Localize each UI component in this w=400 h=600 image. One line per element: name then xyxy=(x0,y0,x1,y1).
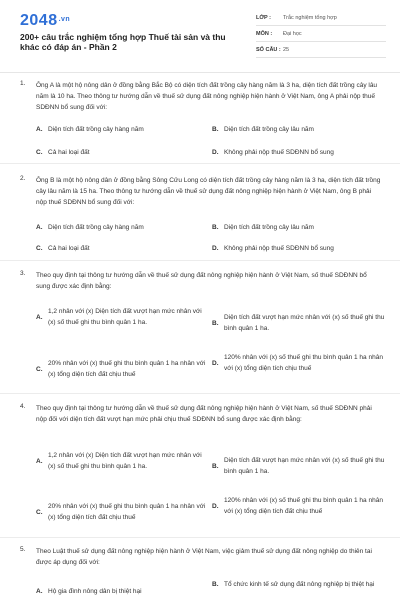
option-b[interactable] xyxy=(212,579,388,590)
question-number: 3. xyxy=(20,270,26,277)
meta-key: SỐ CÂU : xyxy=(256,46,281,53)
option-c[interactable] xyxy=(36,501,212,523)
option-text: 1,2 nhân với (x) Diện tích đất vượt hạn mức nhân với (x) số thuế ghi thu bình quân 1 ha. xyxy=(48,452,202,470)
option-a[interactable] xyxy=(36,124,144,135)
question-separator xyxy=(0,393,400,394)
option-c[interactable] xyxy=(36,147,90,158)
option-d[interactable] xyxy=(212,352,388,374)
option-a[interactable] xyxy=(36,586,212,597)
option-text: Không phải nộp thuế SDĐNN bổ sung xyxy=(224,149,334,156)
option-text: Không phải nộp thuế SDĐNN bổ sung xyxy=(224,245,334,252)
option-a[interactable] xyxy=(36,306,212,328)
site-logo[interactable] xyxy=(20,12,70,30)
question-text: Theo quy định tại thông tư hướng dẫn về thuế sử dụng đất nông nghiệp hiện hành ở Việt Nam, số thuế SDĐNN phải nộp đối với diện tích đất vượt hạn mức phải chịu thuế SDĐNN bổ sung được xác định bằng: xyxy=(36,405,372,423)
option-letter: D. xyxy=(212,149,219,156)
question-text: Ông B là một hộ nông dân ở đồng bằng Sông Cửu Long có diện tích đất trồng cây hàng năm là 3 ha, diện tích đất trồng cây lâu năm là 15 ha. Theo thông tư hướng dẫn về thuế sử dụng đất nông nghiệp hiện hành ở Việt Nam, ông B phải nộp thuế SDĐNN bổ sung đối với: xyxy=(36,177,381,206)
option-a[interactable] xyxy=(36,222,144,233)
option-b[interactable] xyxy=(212,222,314,233)
option-text: Cả hai loại đất xyxy=(48,245,90,252)
meta-value: Đại học xyxy=(283,30,302,37)
option-d[interactable] xyxy=(212,147,334,158)
option-letter: A. xyxy=(36,457,43,465)
option-b[interactable] xyxy=(212,124,314,135)
document-header xyxy=(0,0,400,60)
option-letter: B. xyxy=(212,581,219,588)
document-title: 200+ câu trắc nghiệm tổng hợp Thuế tài sản và thu khác có đáp án - Phần 2 xyxy=(20,32,226,52)
option-letter: A. xyxy=(36,588,43,595)
meta-value: 25 xyxy=(283,46,290,53)
question-number: 5. xyxy=(20,546,26,553)
option-text: 120% nhân với (x) số thuế ghi thu bình quân 1 ha nhân với (x) tổng diện tích chịu thuế xyxy=(224,354,383,372)
meta-row-subject xyxy=(256,26,386,42)
option-letter: A. xyxy=(36,126,43,133)
option-letter: B. xyxy=(212,224,219,231)
option-text: 20% nhân với (x) thuế ghi thu bình quân 1 ha nhân với (x) tổng diện tích đất chịu thuế xyxy=(48,360,206,378)
meta-row-count xyxy=(256,42,386,58)
meta-key: LỚP : xyxy=(256,14,271,21)
logo-suffix: .vn xyxy=(58,16,71,23)
option-letter: C. xyxy=(36,149,43,156)
question-number: 2. xyxy=(20,175,26,182)
question-number: 1. xyxy=(20,80,26,87)
option-text: Diện tích đất trồng cây lâu năm xyxy=(224,224,314,231)
option-letter: C. xyxy=(36,365,43,373)
option-text: 20% nhân với (x) thuế ghi thu bình quân 1 ha nhân với (x) tổng diện tích đất chịu thuế xyxy=(48,503,206,521)
option-c[interactable] xyxy=(36,358,212,380)
logo-main: 2048 xyxy=(20,12,58,29)
meta-value: Trắc nghiệm tổng hợp xyxy=(283,14,337,21)
option-text: Cả hai loại đất xyxy=(48,149,90,156)
option-a[interactable] xyxy=(36,450,212,472)
option-letter: C. xyxy=(36,508,43,516)
question-number: 4. xyxy=(20,403,26,410)
question-separator xyxy=(0,537,400,538)
option-letter: D. xyxy=(212,245,219,252)
option-letter: B. xyxy=(212,126,219,133)
header-divider xyxy=(0,72,400,73)
option-text: 1,2 nhân với (x) Diện tích đất vượt hạn mức nhân với (x) số thuế ghi thu bình quân 1 ha. xyxy=(48,308,202,326)
option-text: Diện tích đất trồng cây lâu năm xyxy=(224,126,314,133)
question-separator xyxy=(0,260,400,261)
meta-row-class xyxy=(256,10,386,26)
question-separator xyxy=(0,163,400,164)
question-text: Theo Luật thuế sử dụng đất nông nghiệp hiện hành ở Việt Nam, việc giảm thuế sử dụng đất nông nghiệp do thiên tai được áp dụng đối với: xyxy=(36,548,372,566)
option-d[interactable] xyxy=(212,495,388,517)
option-letter: B. xyxy=(212,319,219,327)
meta-key: MÔN : xyxy=(256,30,273,37)
option-text: Diện tích đất vượt hạn mức nhân với (x) số thuế ghi thu bình quân 1 ha. xyxy=(224,314,385,332)
option-b[interactable] xyxy=(212,312,388,334)
document-meta xyxy=(256,10,386,58)
option-text: Diện tích đất trồng cây hàng năm xyxy=(48,126,144,133)
question-text: Ông A là một hộ nông dân ở đồng bằng Bắc Bộ có diện tích đất trồng cây hàng năm là 3 ha, diện tích đất trồng cây lâu năm là 10 ha. Theo thông tư hướng dẫn về thuế sử dụng đất nông nghiệp hiện hành ở Việt Nam, ông A phải nộp thuế SDĐNN bổ sung đối với: xyxy=(36,82,378,111)
option-letter: C. xyxy=(36,245,43,252)
question-text: Theo quy định tại thông tư hướng dẫn về thuế sử dụng đất nông nghiệp hiện hành ở Việt Nam, số thuế SDĐNN bổ sung được xác định bằng: xyxy=(36,272,367,290)
option-text: Diện tích đất vượt hạn mức nhân với (x) số thuế ghi thu bình quân 1 ha. xyxy=(224,457,385,475)
option-d[interactable] xyxy=(212,243,334,254)
option-letter: D. xyxy=(212,502,219,510)
option-text: Tổ chức kinh tế sử dụng đất nông nghiệp bị thiệt hại xyxy=(224,581,375,588)
option-letter: A. xyxy=(36,224,43,231)
option-letter: D. xyxy=(212,359,219,367)
option-b[interactable] xyxy=(212,455,388,477)
option-c[interactable] xyxy=(36,243,90,254)
option-text: Diện tích đất trồng cây hàng năm xyxy=(48,224,144,231)
option-text: Hộ gia đình nông dân bị thiệt hại xyxy=(48,588,142,595)
option-text: 120% nhân với (x) số thuế ghi thu bình quân 1 ha nhân với (x) tổng diện tích đất chịu thuế xyxy=(224,497,383,515)
option-letter: A. xyxy=(36,313,43,321)
option-letter: B. xyxy=(212,462,219,470)
